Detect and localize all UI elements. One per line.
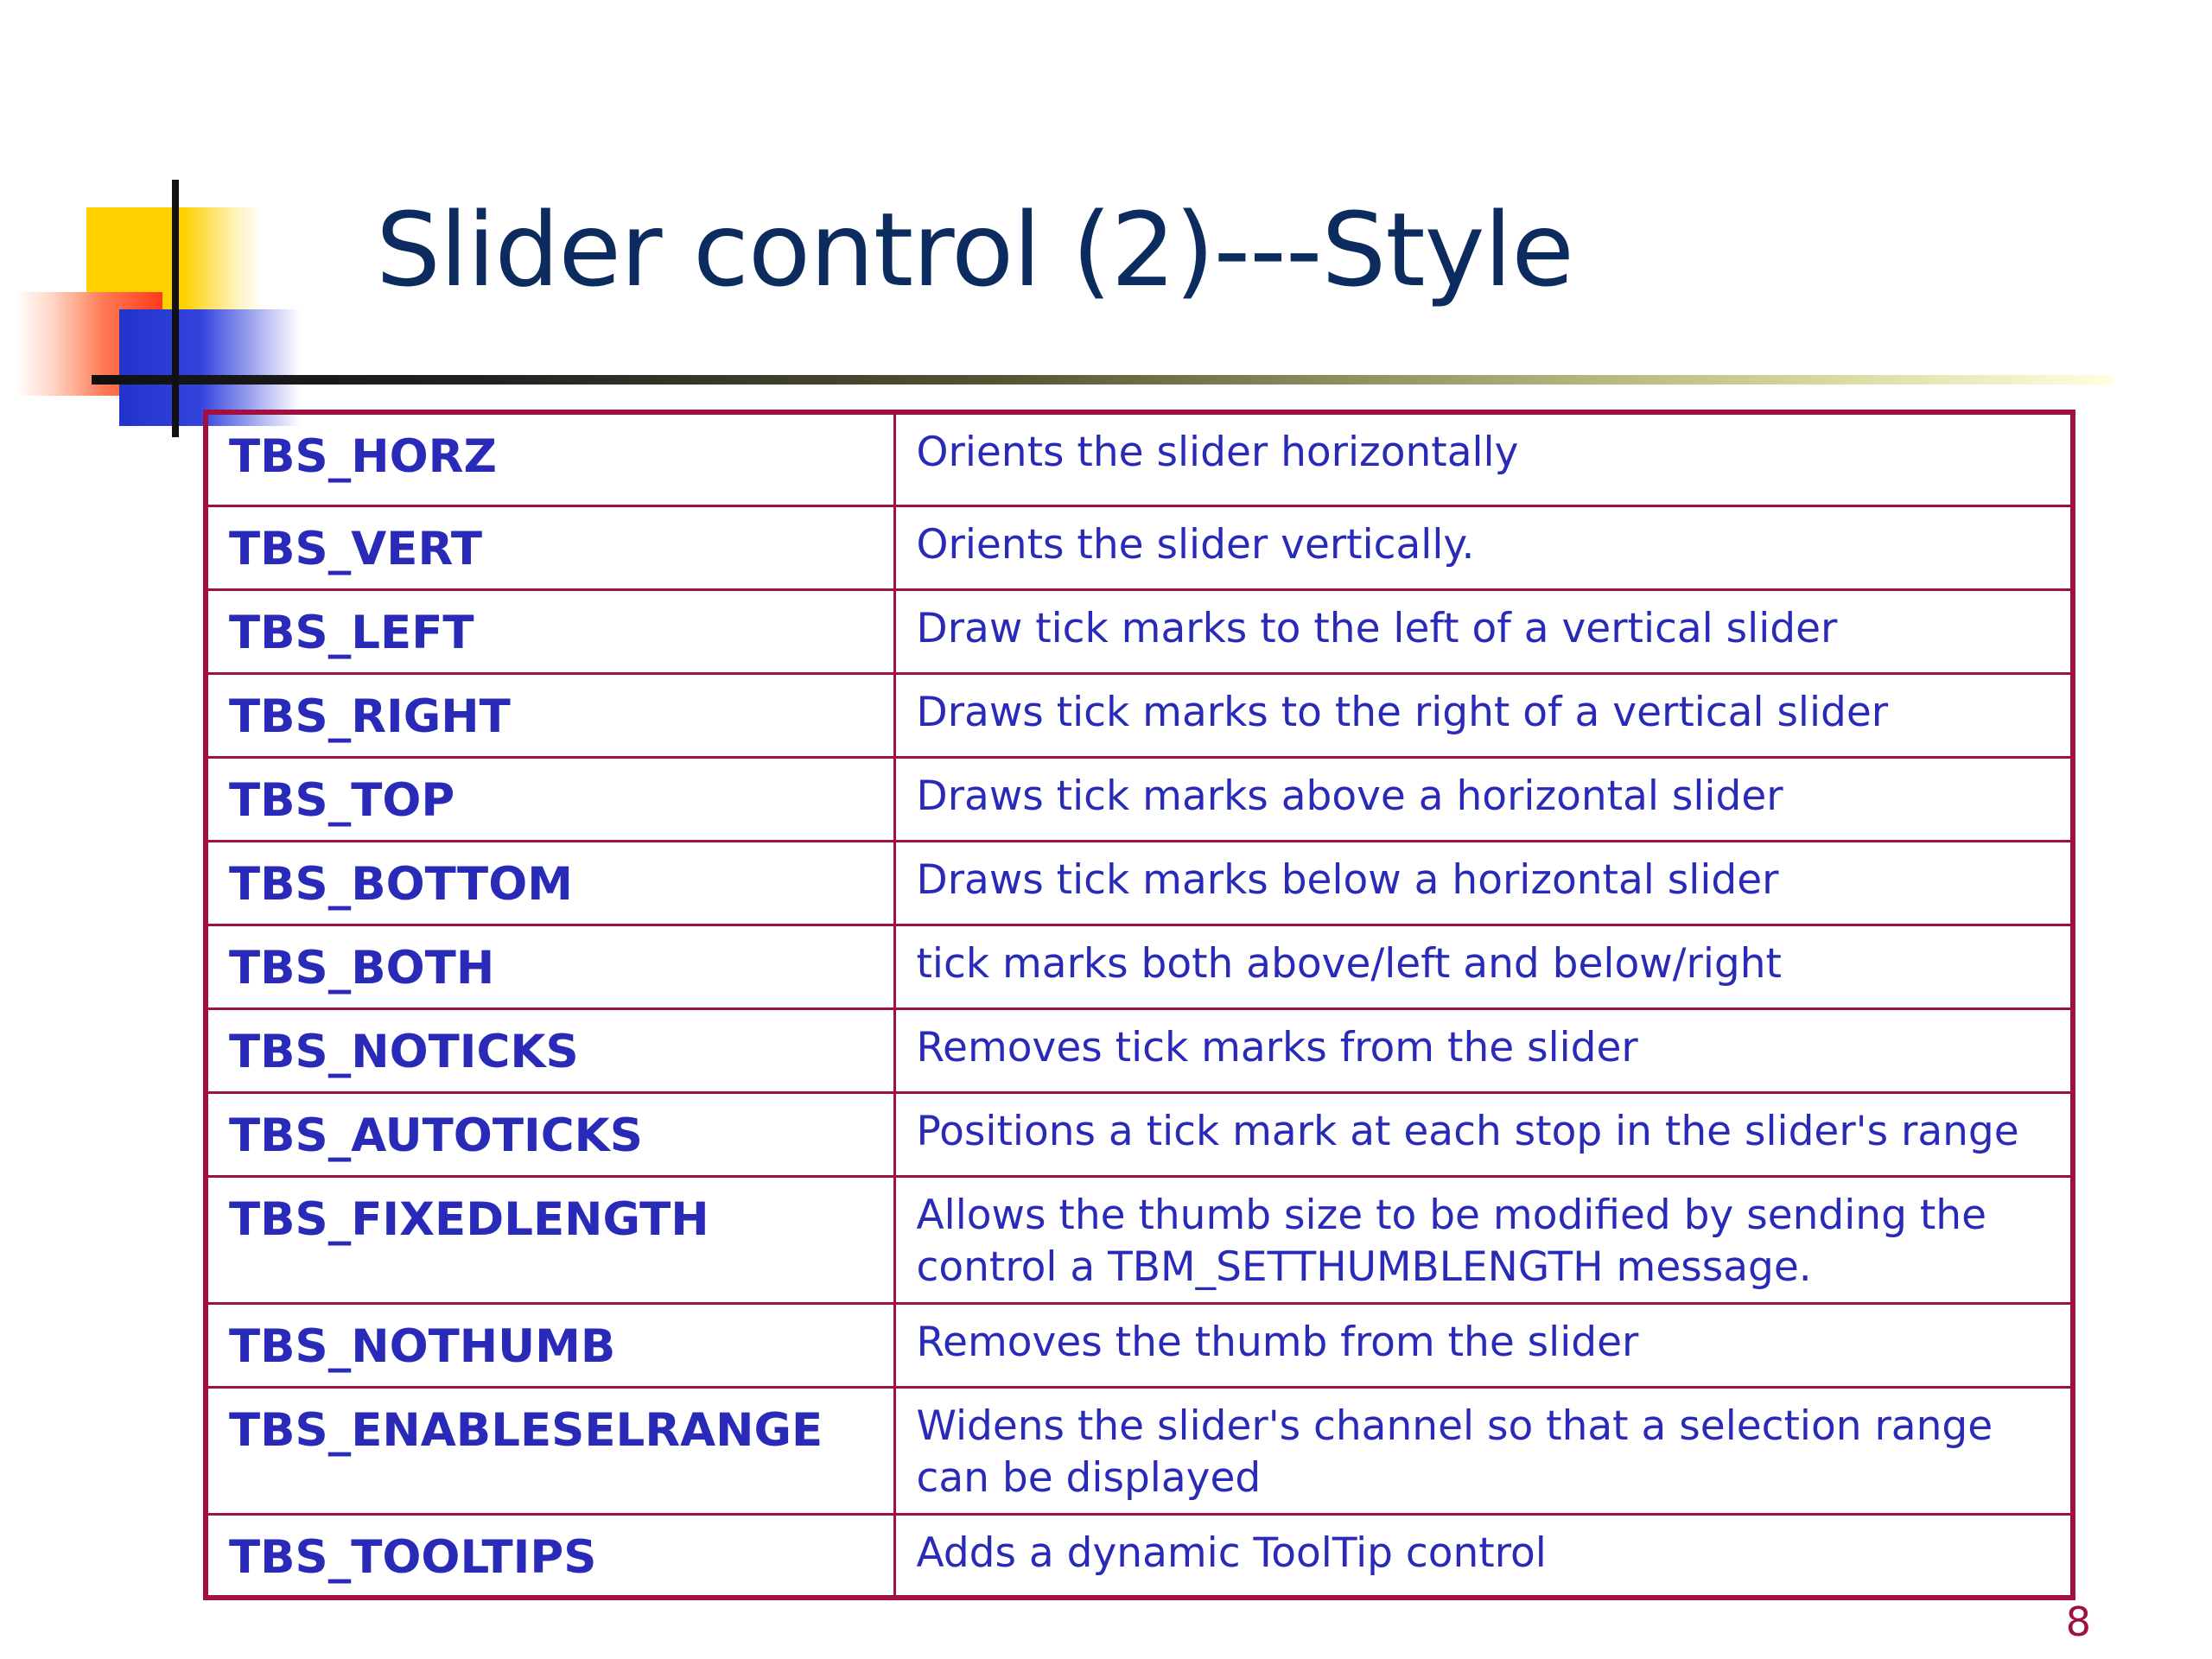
- table-row: [206, 1514, 2073, 1598]
- style-name: TBS_HORZ: [206, 412, 894, 505]
- table-row: [206, 412, 2073, 505]
- decorative-blue-square: [119, 309, 301, 426]
- style-table: [203, 410, 2075, 1600]
- style-description: Positions a tick mark at each stop in the slider's range: [894, 1092, 2073, 1176]
- table-row: [206, 505, 2073, 589]
- decorative-vertical-line: [172, 180, 179, 437]
- style-description: Allows the thumb size to be modified by sending the control a TBM_SETTHUMBLENGTH message.: [894, 1176, 2073, 1303]
- style-name: TBS_ENABLESELRANGE: [206, 1387, 894, 1514]
- table-row: [206, 673, 2073, 757]
- table-row: [206, 1303, 2073, 1387]
- table-row: [206, 841, 2073, 925]
- style-description: tick marks both above/left and below/right: [894, 925, 2073, 1008]
- page-number: 8: [2065, 1599, 2091, 1645]
- table-row: [206, 1008, 2073, 1092]
- slide-title: Slider control (2)---Style: [376, 190, 1573, 309]
- style-description: Orients the slider horizontally: [894, 412, 2073, 505]
- style-name: TBS_NOTHUMB: [206, 1303, 894, 1387]
- style-name: TBS_NOTICKS: [206, 1008, 894, 1092]
- style-description: Adds a dynamic ToolTip control: [894, 1514, 2073, 1598]
- style-name: TBS_BOTTOM: [206, 841, 894, 925]
- table-row: [206, 757, 2073, 841]
- title-underline-rule: [92, 375, 2113, 385]
- style-description: Removes tick marks from the slider: [894, 1008, 2073, 1092]
- style-description: Widens the slider's channel so that a selection range can be displayed: [894, 1387, 2073, 1514]
- table-row: [206, 1092, 2073, 1176]
- table-row: [206, 1176, 2073, 1303]
- style-description: Draws tick marks below a horizontal slider: [894, 841, 2073, 925]
- style-description: Draws tick marks above a horizontal slider: [894, 757, 2073, 841]
- style-description: Draws tick marks to the right of a vertical slider: [894, 673, 2073, 757]
- table-row: [206, 925, 2073, 1008]
- style-name: TBS_AUTOTICKS: [206, 1092, 894, 1176]
- table-row: [206, 589, 2073, 673]
- style-name: TBS_TOOLTIPS: [206, 1514, 894, 1598]
- style-name: TBS_FIXEDLENGTH: [206, 1176, 894, 1303]
- style-name: TBS_LEFT: [206, 589, 894, 673]
- style-description: Orients the slider vertically.: [894, 505, 2073, 589]
- style-name: TBS_TOP: [206, 757, 894, 841]
- table-row: [206, 1387, 2073, 1514]
- style-name: TBS_BOTH: [206, 925, 894, 1008]
- style-name: TBS_RIGHT: [206, 673, 894, 757]
- style-name: TBS_VERT: [206, 505, 894, 589]
- style-description: Draw tick marks to the left of a vertical slider: [894, 589, 2073, 673]
- style-description: Removes the thumb from the slider: [894, 1303, 2073, 1387]
